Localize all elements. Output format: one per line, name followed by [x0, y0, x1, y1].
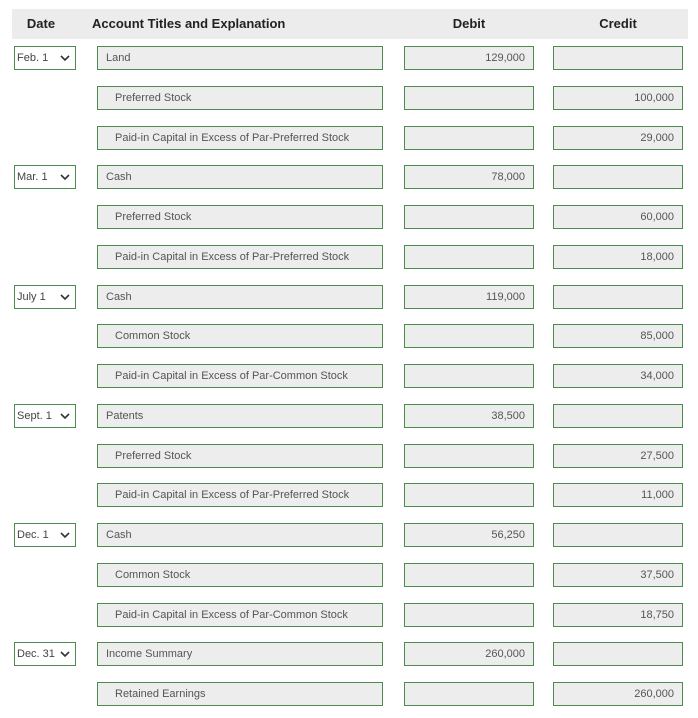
- debit-field[interactable]: [404, 245, 534, 269]
- date-value: Dec. 31: [17, 648, 55, 661]
- journal-row: [0, 364, 698, 390]
- debit-field[interactable]: [404, 324, 534, 348]
- header-date: Date: [26, 16, 56, 31]
- debit-field[interactable]: [404, 126, 534, 150]
- debit-field[interactable]: 129,000: [404, 46, 534, 70]
- debit-field[interactable]: [404, 563, 534, 587]
- journal-header: [12, 9, 688, 39]
- account-title-field[interactable]: Paid-in Capital in Excess of Par-Common Stock: [97, 603, 383, 627]
- journal-row: [0, 682, 698, 708]
- header-debit: Debit: [452, 16, 486, 31]
- account-title-field[interactable]: Preferred Stock: [97, 86, 383, 110]
- date-select[interactable]: [14, 642, 76, 666]
- credit-field[interactable]: 60,000: [553, 205, 683, 229]
- header-credit: Credit: [599, 16, 637, 31]
- journal-row: [0, 523, 698, 549]
- date-value: Feb. 1: [17, 52, 49, 64]
- credit-field[interactable]: 18,750: [553, 603, 683, 627]
- debit-field[interactable]: [404, 444, 534, 468]
- account-title-field[interactable]: Paid-in Capital in Excess of Par-Preferred Stock: [97, 483, 383, 507]
- credit-field[interactable]: [553, 642, 683, 666]
- debit-field[interactable]: [404, 364, 534, 388]
- account-title-field[interactable]: Preferred Stock: [97, 444, 383, 468]
- account-title-field[interactable]: Preferred Stock: [97, 205, 383, 229]
- credit-field[interactable]: [553, 523, 683, 547]
- chevron-down-icon: [60, 643, 70, 666]
- credit-field[interactable]: 11,000: [553, 483, 683, 507]
- account-title-field[interactable]: Patents: [97, 404, 383, 428]
- header-account: Account Titles and Explanation: [92, 16, 286, 31]
- credit-field[interactable]: [553, 404, 683, 428]
- debit-field[interactable]: [404, 682, 534, 706]
- chevron-down-icon: [60, 47, 70, 70]
- journal-row: [0, 86, 698, 112]
- date-select[interactable]: [14, 404, 76, 428]
- credit-field[interactable]: [553, 46, 683, 70]
- journal-row: [0, 444, 698, 470]
- account-title-field[interactable]: Common Stock: [97, 324, 383, 348]
- account-title-field[interactable]: Paid-in Capital in Excess of Par-Preferred Stock: [97, 126, 383, 150]
- credit-field[interactable]: 29,000: [553, 126, 683, 150]
- debit-field[interactable]: 119,000: [404, 285, 534, 309]
- journal-row: [0, 404, 698, 430]
- account-title-field[interactable]: Cash: [97, 523, 383, 547]
- account-title-field[interactable]: Cash: [97, 165, 383, 189]
- account-title-field[interactable]: Paid-in Capital in Excess of Par-Preferred Stock: [97, 245, 383, 269]
- date-value: July 1: [17, 290, 46, 303]
- date-select[interactable]: [14, 285, 76, 309]
- journal-row: [0, 126, 698, 152]
- account-title-field[interactable]: Income Summary: [97, 642, 383, 666]
- journal-row: [0, 483, 698, 509]
- credit-field[interactable]: [553, 165, 683, 189]
- credit-field[interactable]: [553, 285, 683, 309]
- date-select[interactable]: [14, 165, 76, 189]
- chevron-down-icon: [60, 524, 70, 547]
- debit-field[interactable]: 78,000: [404, 165, 534, 189]
- date-select[interactable]: [14, 46, 76, 70]
- credit-field[interactable]: 100,000: [553, 86, 683, 110]
- date-value: Dec. 1: [17, 529, 49, 541]
- date-select[interactable]: [14, 523, 76, 547]
- credit-field[interactable]: 27,500: [553, 444, 683, 468]
- journal-row: [0, 285, 698, 311]
- account-title-field[interactable]: Land: [97, 46, 383, 70]
- debit-field[interactable]: [404, 205, 534, 229]
- journal-row: [0, 324, 698, 350]
- date-value: Sept. 1: [17, 409, 52, 422]
- journal-row: [0, 245, 698, 271]
- debit-field[interactable]: 56,250: [404, 523, 534, 547]
- journal-row: [0, 563, 698, 589]
- chevron-down-icon: [60, 286, 70, 309]
- account-title-field[interactable]: Cash: [97, 285, 383, 309]
- credit-field[interactable]: 34,000: [553, 364, 683, 388]
- debit-field[interactable]: [404, 86, 534, 110]
- credit-field[interactable]: 18,000: [553, 245, 683, 269]
- chevron-down-icon: [60, 405, 70, 428]
- debit-field[interactable]: 38,500: [404, 404, 534, 428]
- journal-row: [0, 46, 698, 72]
- account-title-field[interactable]: Paid-in Capital in Excess of Par-Common Stock: [97, 364, 383, 388]
- journal-row: [0, 165, 698, 191]
- account-title-field[interactable]: Retained Earnings: [97, 682, 383, 706]
- account-title-field[interactable]: Common Stock: [97, 563, 383, 587]
- credit-field[interactable]: 37,500: [553, 563, 683, 587]
- debit-field[interactable]: [404, 603, 534, 627]
- debit-field[interactable]: 260,000: [404, 642, 534, 666]
- debit-field[interactable]: [404, 483, 534, 507]
- date-value: Mar. 1: [17, 171, 48, 184]
- journal-row: [0, 603, 698, 629]
- credit-field[interactable]: 85,000: [553, 324, 683, 348]
- journal-row: [0, 205, 698, 231]
- chevron-down-icon: [60, 166, 70, 189]
- journal-row: [0, 642, 698, 668]
- credit-field[interactable]: 260,000: [553, 682, 683, 706]
